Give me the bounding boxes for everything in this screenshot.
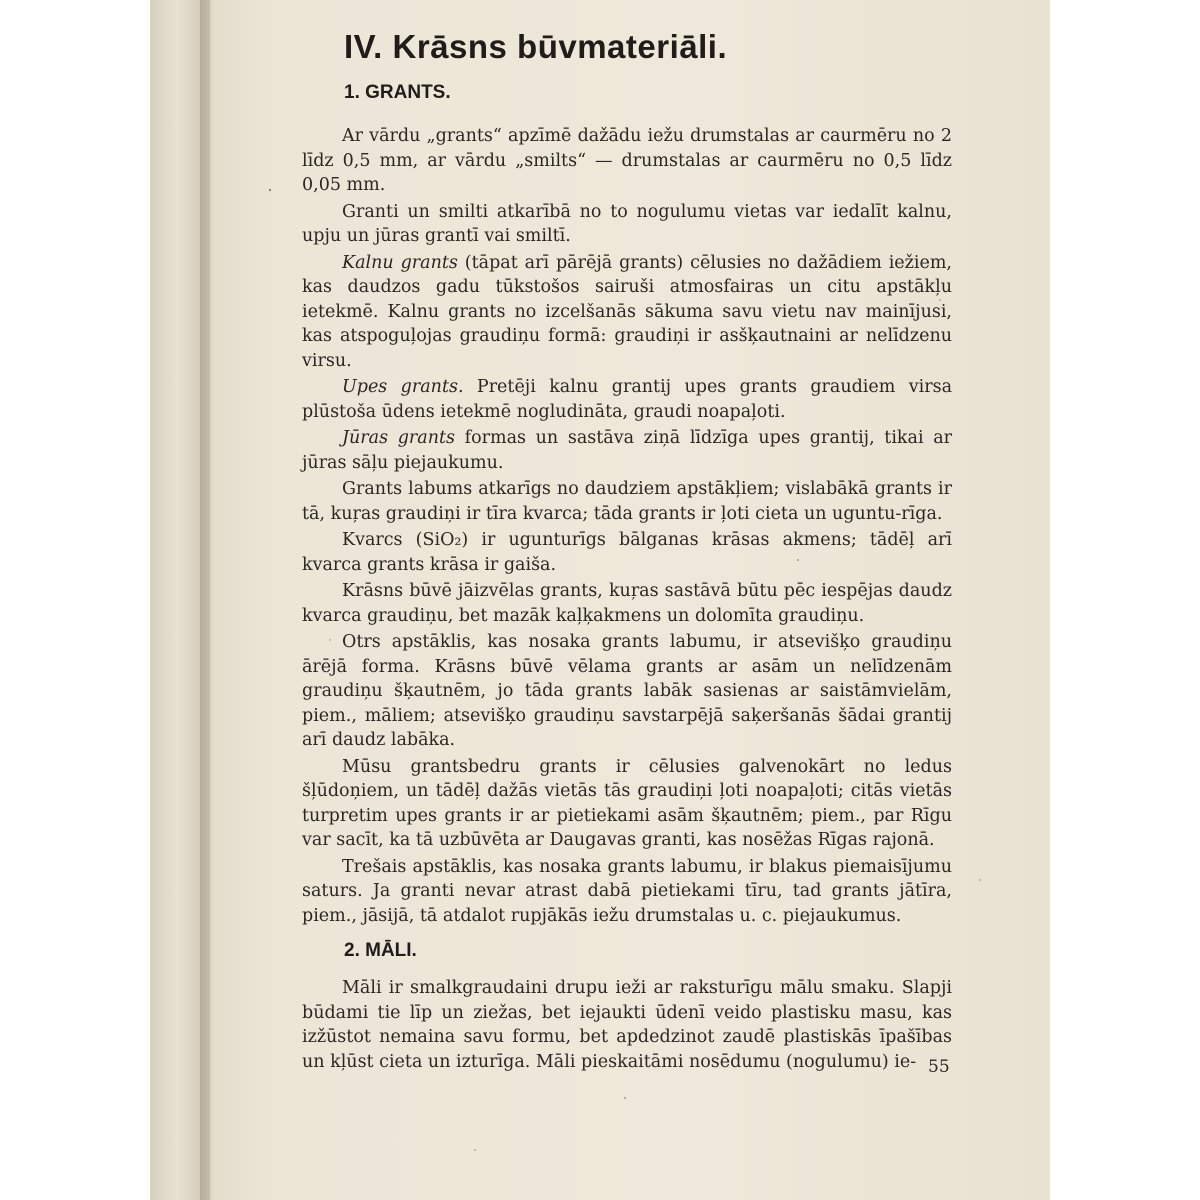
gutter-shadow [200,0,214,1200]
chapter-title: IV. Krāsns būvmateriāli. [344,28,728,65]
paragraph: Māli ir smalkgraudaini drupu ieži ar raksturīgu mālu smaku. Slapji būdami tie līp un ziežas, bet iejaukti ūdenī veido plastisku masu, kas izžūstot nemaina savu formu, bet apdedzinot zaudē plastiskās īpašības un kļūst cieta un izturīga. Māli pieskaitāmi nosēdumu (nogulumu) ie- [302,978,952,1072]
paragraph: Kvarcs (SiO₂) ir ugunturīgs bālganas krāsas akmens; tādēļ arī kvarca grants krāsa ir gaiša. [302,530,952,575]
term-upes-grants: Upes grants. [342,377,464,397]
page-number: 55 [928,1057,950,1077]
paragraph: Jūras grants formas un sastāva ziņā līdzīga upes grantij, tikai ar jūras sāļu piejaukumu. [302,428,952,473]
book-page [210,0,1050,1200]
paragraph: Otrs apstāklis, kas nosaka grants labumu, ir atsevišķo graudiņu ārējā forma. Krāsns būvē vēlama grants ar asām un nelīdzenām graudiņu šķautnēm, jo tāda grants labāk sasienas ar saistāmvielām, piem., māliem; atsevišķo graudiņu savstarpējā saķeršanās šādai grantij arī daudz labāka. [302,632,952,750]
term-kalnu-grants: Kalnu grants [342,252,458,273]
paragraph: Mūsu grantsbedru grants ir cēlusies galvenokārt no ledus šļūdoņiem, un tādēļ dažās vietās tās graudiņi ļoti noapaļoti; citās vietās turpretim upes grants ir ar pietiekami asām šķautnēm; piem., par Rīgu var sacīt, ka tā uzbūvēta ar Daugavas granti, kas nosēžas Rīgas rajonā. [302,756,952,850]
section-heading-mali: 2. MĀLI. [344,940,417,961]
paragraph: Kalnu grants (tāpat arī pārējā grants) cēlusies no dažādiem iežiem, kas daudzos gadu tūkstošos sairuši atmosfairas un citu apstākļu ietekmē. Kalnu grants no izcelšanās sākuma savu vietu nav mainījusi, kas atspoguļojas graudiņu formā: graudiņi ir asšķautnaini ar nelīdzenu virsu. [302,252,952,371]
paragraph: Trešais apstāklis, kas nosaka grants labumu, ir blakus piemaisījumu saturs. Ja granti nevar atrast dabā pietiekami tīru, tad grants jātīra, piem., jāsijā, tā atdalot rupjākās iežu drumstalas u. c. piejaukumus. [302,856,952,926]
section-heading-grants: 1. GRANTS. [344,82,451,103]
term-juras-grants: Jūras grants [342,428,455,448]
page-content [302,28,952,1076]
paragraph: Granti un smilti atkarībā no to nogulumu vietas var iedalīt kalnu, upju un jūras grantī vai smiltī. [302,201,952,246]
background-margin [1050,0,1200,1200]
paragraph: Krāsns būvē jāizvēlas grants, kuŗas sastāvā būtu pēc iespējas daudz kvarca graudiņu, bet mazāk kaļķakmens un dolomīta graudiņu. [302,581,952,626]
paragraph: Ar vārdu „grants“ apzīmē dažādu iežu drumstalas ar caurmēru no 2 līdz 0,5 mm, ar vārdu „smilts“ — drumstalas ar caurmēru no 0,5 līdz 0,05 mm. [302,126,952,195]
paragraph: Grants labums atkarīgs no daudziem apstākļiem; vislabākā grants ir tā, kuŗas graudiņi ir tīra kvarca; tāda grants ir ļoti cieta un uguntu-rīga. [302,479,952,524]
paragraph: Upes grants. Pretēji kalnu grantij upes grants graudiem virsa plūstoša ūdens ietekmē nogludināta, graudi noapaļoti. [302,377,953,422]
